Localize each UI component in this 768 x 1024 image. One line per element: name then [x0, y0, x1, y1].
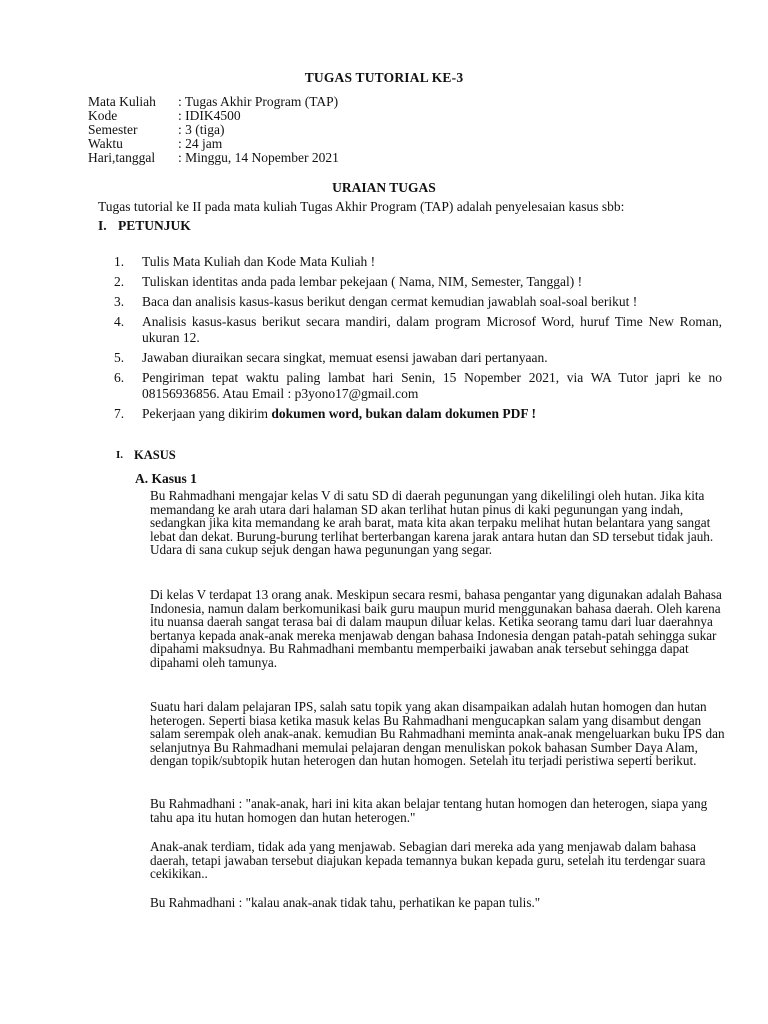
instruction-list: [114, 254, 722, 426]
paragraph-text: Bu Rahmadhani : "kalau anak-anak tidak tahu, perhatikan ke papan tulis.": [150, 895, 541, 910]
item-text: [142, 406, 722, 422]
list-item: [114, 350, 722, 366]
petunjuk-heading: [98, 218, 191, 234]
paragraph-text: Bu Rahmadhani mengajar kelas V di satu SD di daerah pegunungan yang dikelilingi oleh hutan. Jika kita memandang ke arah utara dari halaman SD akan terlihat hutan pinus di kaki pegunungan yang indah, sedangkan jika kita memandang ke arah barat, mata kita akan terpaku melihat hutan belantara yang sangat lebat dan dekat. Burung-burung terlihat berterbangan karena jarak antara hutan dan SD tersebut tidak jauh. Udara di sana cukup sejuk dengan hawa pegunungan yang segar.: [150, 488, 714, 558]
paragraph-text: Di kelas V terdapat 13 orang anak. Meskipun secara resmi, bahasa pengantar yang digunakan adalah Bahasa Indonesia, namun dalam berkomunikasi baik guru maupun murid menggunakan bahasa daerah. Oleh karena itu nuansa daerah sangat terasa bai di dalam maupun diluar kelas. Ketika seorang tamu dari luar daerahnya bertanya kepada anak-anak mereka menjawab dengan bahasa Indonesia dengan patah-patah sehingga sukar dipahami maksudnya. Bu Rahmadhani membantu memperbaiki jawaban anak tersebut sehingga dapat dipahami oleh tamunya.: [150, 587, 722, 670]
heading-text: PETUNJUK: [118, 218, 191, 233]
list-item: [114, 294, 722, 310]
course-info-row: [88, 151, 339, 165]
course-info: [88, 95, 339, 165]
paragraph-text: Anak-anak terdiam, tidak ada yang menjawab. Sebagian dari mereka ada yang menjawab dalam bahasa daerah, tetapi jawaban tersebut diajukan kepada temannya bukan kepada guru, setelah itu terdengar suara cekikikan..: [150, 839, 706, 882]
list-item: [114, 274, 722, 290]
info-label: Mata Kuliah: [88, 94, 156, 109]
item-text: Tuliskan identitas anda pada lembar pekejaan ( Nama, NIM, Semester, Tanggal) !: [142, 274, 583, 289]
paragraph: [150, 896, 730, 910]
item-number: 6.: [114, 370, 125, 385]
list-item: [114, 314, 722, 346]
paragraph: [150, 840, 730, 881]
item-number: 4.: [114, 314, 125, 329]
course-info-row: [88, 109, 339, 123]
item-text: Analisis kasus-kasus berikut secara mandiri, dalam program Microsof Word, huruf Time New Roman, ukuran 12.: [142, 314, 722, 345]
paragraph: [150, 489, 730, 557]
heading-number: I.: [116, 449, 124, 461]
kasus-1-heading: A. Kasus 1: [135, 471, 197, 486]
item-text: Jawaban diuraikan secara singkat, memuat esensi jawaban dari pertanyaan.: [142, 350, 548, 365]
item-number: 3.: [114, 294, 125, 309]
info-label: Semester: [88, 122, 138, 137]
info-value: : Minggu, 14 Nopember 2021: [178, 150, 339, 165]
heading-text: KASUS: [134, 448, 176, 462]
paragraph-text: Bu Rahmadhani : "anak-anak, hari ini kita akan belajar tentang hutan homogen dan heterogen, siapa yang tahu apa itu hutan homogen dan hutan heterogen.": [150, 796, 708, 825]
item-text: Baca dan analisis kasus-kasus berikut dengan cermat kemudian jawablah soal-soal berikut !: [142, 294, 638, 309]
course-info-row: [88, 123, 339, 137]
page-title: TUGAS TUTORIAL KE-3: [304, 70, 464, 85]
paragraph-text: Suatu hari dalam pelajaran IPS, salah satu topik yang akan disampaikan adalah hutan homogen dan hutan heterogen. Seperti biasa ketika masuk kelas Bu Rahmadhani mengucapkan salam yang disambut dengan salam serempak oleh anak-anak. kemudian Bu Rahmadhani meminta anak-anak mengeluarkan buku IPS dan selanjutnya Bu Rahmadhani memulai pelajaran dengan menuliskan pokok bahasan Sumber Daya Alam, dengan topik/subtopik hutan heterogen dan hutan homogen. Setelah itu terjadi peristiwa seperti berikut.: [150, 699, 725, 769]
info-label: Waktu: [88, 136, 123, 151]
info-value: : Tugas Akhir Program (TAP): [178, 94, 339, 109]
item-text-bold: dokumen word, bukan dalam dokumen PDF !: [271, 406, 537, 421]
heading-number: I.: [98, 218, 107, 233]
paragraph: [150, 700, 730, 768]
item-text: Tulis Mata Kuliah dan Kode Mata Kuliah !: [142, 254, 376, 269]
section-title: URAIAN TUGAS: [332, 180, 436, 195]
item-number: 1.: [114, 254, 125, 269]
intro-text: Tugas tutorial ke II pada mata kuliah Tugas Akhir Program (TAP) adalah penyelesaian kasus sbb:: [98, 199, 625, 214]
info-value: : 3 (tiga): [178, 122, 225, 137]
list-item: [114, 370, 722, 402]
item-number: 5.: [114, 350, 125, 365]
paragraph: [150, 797, 730, 824]
item-text: Pengiriman tepat waktu paling lambat hari Senin, 15 Nopember 2021, via WA Tutor japri ke no 08156936856. Atau Email : p3yono17@gmail.com: [142, 370, 722, 401]
info-value: : IDIK4500: [178, 108, 241, 123]
item-text-plain: Pekerjaan yang dikirim: [142, 406, 272, 421]
list-item: [114, 406, 722, 422]
item-number: 7.: [114, 406, 125, 421]
course-info-row: [88, 95, 339, 109]
info-value: : 24 jam: [178, 136, 223, 151]
info-label: Kode: [88, 108, 118, 123]
kasus-heading: [116, 448, 176, 463]
list-item: [114, 254, 722, 270]
item-number: 2.: [114, 274, 125, 289]
course-info-row: [88, 137, 339, 151]
info-label: Hari,tanggal: [88, 150, 156, 165]
paragraph: [150, 588, 730, 670]
